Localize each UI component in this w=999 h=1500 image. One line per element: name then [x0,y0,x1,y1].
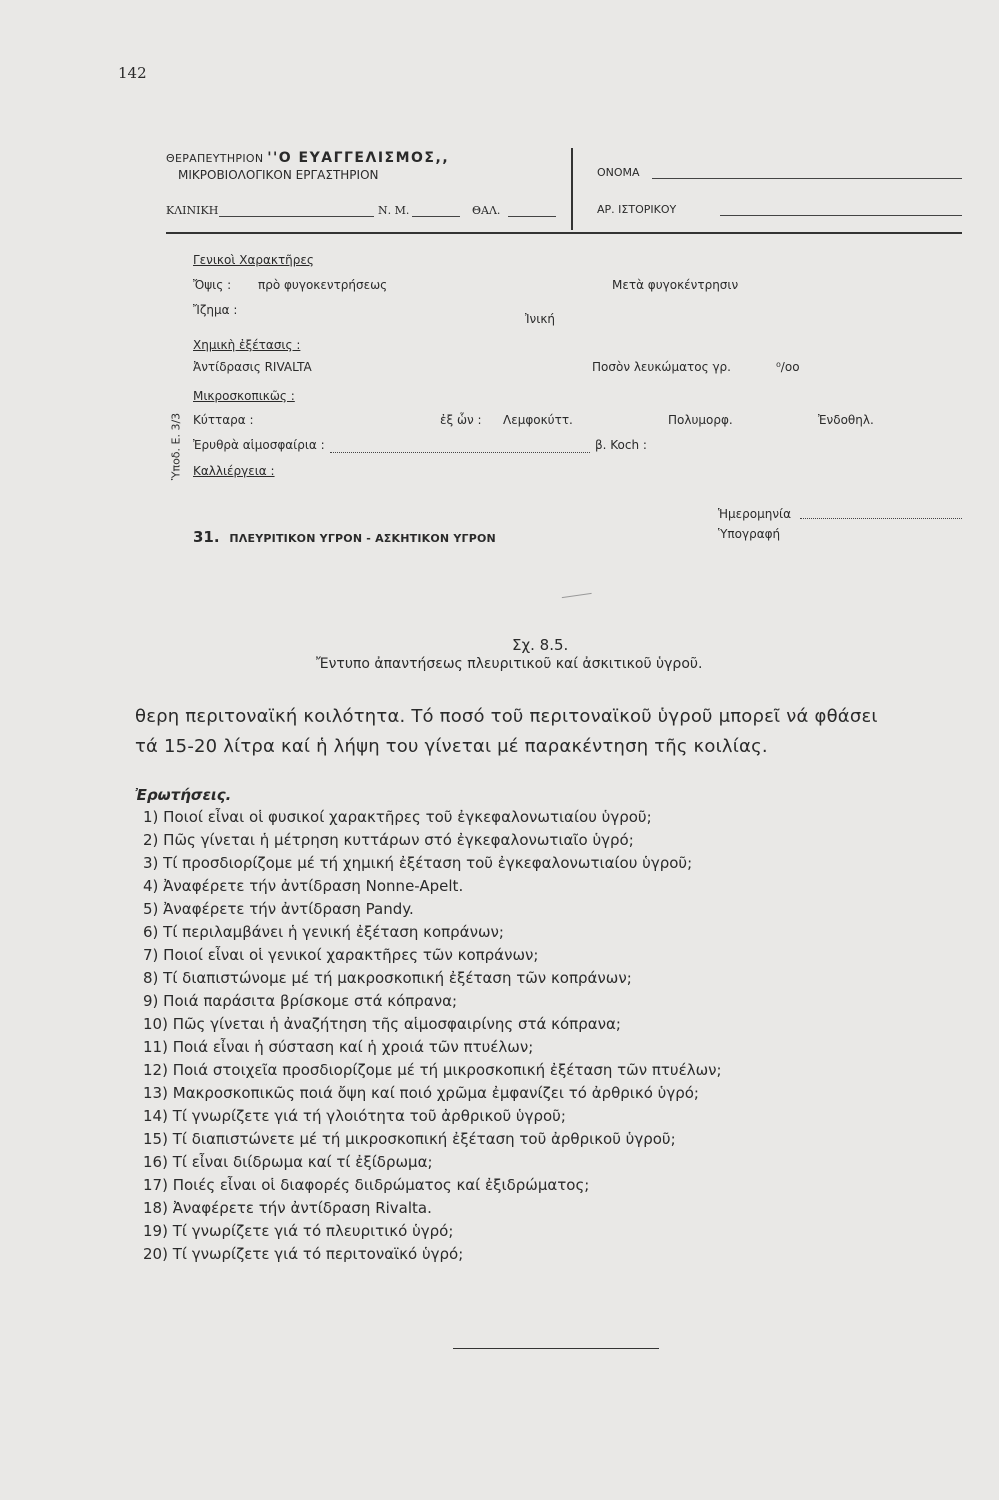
question-item: 8) Τί διαπιστώνομε μέ τή μακροσκοπική ἐξέταση τῶν κοπράνων; [143,969,632,987]
signature-label: Ὑπογραφή [718,527,781,541]
body-line-2: τά 15-20 λίτρα καί ἡ λήψη του γίνεται μέ παρακέντηση τῆς κοιλίας. [135,736,768,757]
question-item: 7) Ποιοί εἶναι οἱ γενικοί χαρακτῆρες τῶν κοπράνων; [143,946,539,964]
question-item: 16) Τί εἶναι διίδρωμα καί τί ἐξίδρωμα; [143,1153,433,1171]
question-item: 17) Ποιές εἶναι οἱ διαφορές διιδρώματος καί ἐξιδρώματος; [143,1176,590,1194]
page-number: 142 [118,64,147,82]
date-line [800,518,962,519]
after-centrifuge-label: Μετὰ φυγοκέντρησιν [612,278,739,292]
question-item: 2) Πῶς γίνεται ἡ μέτρηση κυττάρων στό ἐγκεφαλονωτιαῖο ὑγρό; [143,831,634,849]
figure-label: Σχ. 8.5. [512,636,569,654]
bed-line [508,216,556,217]
question-item: 15) Τί διαπιστώνετε μέ τή μικροσκοπική ἐξέταση τοῦ ἀρθρικοῦ ὑγροῦ; [143,1130,676,1148]
per-mille-label: ⁰/οο [776,360,800,374]
culture-label: Καλλιέργεια : [193,464,275,478]
question-item: 10) Πῶς γίνεται ἡ ἀναζήτηση τῆς αἱμοσφαιρίνης στά κόπρανα; [143,1015,621,1033]
question-item: 18) Ἀναφέρετε τήν ἀντίδραση Rivalta. [143,1199,432,1217]
question-item: 1) Ποιοί εἶναι οἱ φυσικοί χαρακτῆρες τοῦ ἐγκεφαλονωτιαίου ὑγροῦ; [143,808,652,826]
question-item: 11) Ποιά εἶναι ἡ σύσταση καί ἡ χροιά τῶν πτυέλων; [143,1038,534,1056]
clinic-field [166,204,218,217]
name-line [652,178,962,179]
history-label: ΑΡ. ΙΣΤΟΡΙΚΟΥ [597,203,677,216]
header-bottom-rule [166,232,962,234]
appearance-label: Ὄψις : [193,278,232,292]
history-line [720,215,962,216]
red-cells-line [330,452,590,453]
cells-label: Κύτταρα : [193,413,254,427]
polymorph-label: Πολυμορφ. [668,413,733,427]
bed-label: ΘΑΛ. [472,204,501,217]
fibrin-label: Ἰνική [525,312,555,326]
question-item: 12) Ποιά στοιχεῖα προσδιορίζομε μέ τή μικροσκοπική ἐξέταση τῶν πτυέλων; [143,1061,722,1079]
form-number: 31. [193,528,220,546]
koch-label: β. Koch : [595,438,647,452]
lab-title [166,150,449,166]
question-item: 4) Ἀναφέρετε τήν ἀντίδραση Nonne-Apelt. [143,877,464,895]
question-item: 19) Τί γνωρίζετε γιά τό πλευριτικό ὑγρό; [143,1222,454,1240]
sediment-label: Ἴζημα : [193,303,238,317]
lymphocytes-label: Λεμφοκύττ. [503,413,573,427]
chemical-exam-label: Χημικὴ ἐξέτασις : [193,338,301,352]
lab-name: ''Ο ΕΥΑΓΓΕΛΙΣΜΟΣ,, [267,150,450,166]
rivalta-label: Ἀντίδρασις RIVALTA [193,360,312,374]
lab-subtitle: ΜΙΚΡΟΒΙΟΛΟΓΙΚΟΝ ΕΡΓΑΣΤΗΡΙΟΝ [178,168,379,182]
end-rule [453,1348,659,1349]
question-item: 14) Τί γνωρίζετε γιά τή γλοιότητα τοῦ ἀρθρικοῦ ὑγροῦ; [143,1107,566,1125]
form-title-text: ΠΛΕΥΡΙΤΙΚΟΝ ΥΓΡΟΝ - ΑΣΚΗΤΙΚΟΝ ΥΓΡΟΝ [229,532,496,545]
form-title [193,528,496,546]
body-line-1: θερη περιτοναϊκή κοιλότητα. Τό ποσό τοῦ περιτοναϊκοῦ ὑγροῦ μπορεῖ νά φθάσει [135,706,878,727]
clinic-line [219,216,374,217]
questions-title: Ἐρωτήσεις. [135,786,232,804]
general-characteristics: Γενικοὶ Χαρακτῆρες [193,253,314,267]
question-item: 3) Τί προσδιορίζομε μέ τή χημική ἐξέταση τοῦ ἐγκεφαλονωτιαίου ὑγροῦ; [143,854,693,872]
question-item: 20) Τί γνωρίζετε γιά τό περιτοναϊκό ὑγρό; [143,1245,464,1263]
figure-caption: Ἔντυπο ἀπαντήσεως πλευριτικοῦ καί ἀσκιτικοῦ ὑγροῦ. [316,656,703,672]
question-item: 6) Τί περιλαμβάνει ἡ γενική ἐξέταση κοπράνων; [143,923,504,941]
question-item: 5) Ἀναφέρετε τήν ἀντίδραση Pandy. [143,900,414,918]
nm-label: Ν. Μ. [378,204,410,217]
lab-prefix: ΘΕΡΑΠΕΥΤΗΡΙΟΝ [166,152,264,165]
clinic-label: ΚΛΙΝΙΚΗ [166,204,219,217]
of-which-label: ἐξ ὧν : [440,413,482,427]
date-label: Ἡμερομηνία [718,507,792,521]
side-note: Ὑποδ. Ε. 3/3 [169,412,183,481]
microscopic-label: Μικροσκοπικῶς : [193,389,295,403]
stray-mark [562,593,592,602]
red-cells-label: Ἐρυθρὰ αἱμοσφαίρια : [193,438,325,452]
endothelial-label: Ἐνδοθηλ. [818,413,874,427]
protein-label: Ποσὸν λευκώματος γρ. [592,360,731,374]
nm-line [412,216,460,217]
question-item: 13) Μακροσκοπικῶς ποιά ὄψη καί ποιό χρῶμα ἐμφανίζει τό ἀρθρικό ὑγρό; [143,1084,699,1102]
question-item: 9) Ποιά παράσιτα βρίσκομε στά κόπρανα; [143,992,458,1010]
before-centrifuge-label: πρὸ φυγοκεντρήσεως [258,278,388,292]
name-label: ΟΝΟΜΑ [597,166,640,179]
header-divider [571,148,573,230]
